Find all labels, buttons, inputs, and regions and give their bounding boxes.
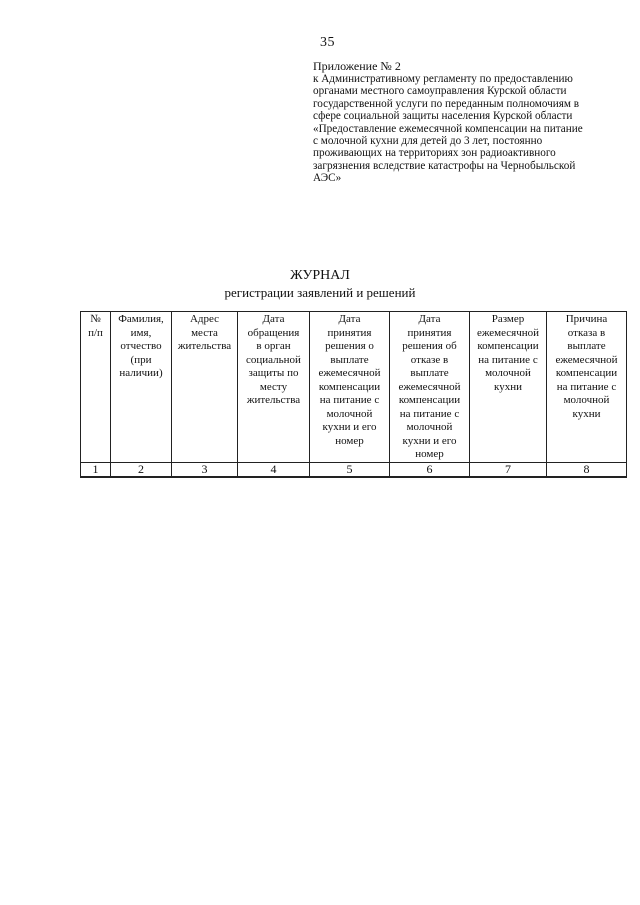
column-number-cell: 2: [111, 462, 172, 477]
column-header-payment-decision: Дата принятия решения о выплате ежемесячной компенсации на питание с молочной кухни и его номер: [310, 312, 390, 463]
column-number-cell: 8: [547, 462, 627, 477]
page-number: 35: [320, 35, 335, 50]
column-header-address: Адрес места жительства: [172, 312, 238, 463]
journal-title: ЖУРНАЛ: [290, 268, 350, 283]
appendix-title: Приложение № 2: [313, 59, 401, 73]
column-header-number: № п/п: [81, 312, 111, 463]
table-row-column-numbers: [81, 462, 627, 477]
column-number-cell: 4: [238, 462, 310, 477]
appendix-block: [313, 60, 583, 185]
column-number-cell: 3: [172, 462, 238, 477]
column-header-application-date: Дата обращения в орган социальной защиты по месту жительства: [238, 312, 310, 463]
journal-subtitle: регистрации заявлений и решений: [224, 285, 416, 300]
column-header-full-name: Фамилия, имя, отчество (при наличии): [111, 312, 172, 463]
table-header-row: [81, 312, 627, 463]
appendix-text: к Административному регламенту по предоставлению органами местного самоуправления Курской области государственной услуги по переданным полномочиям в сфере социальной защиты населения Курской области «Предоставление ежемесячной компенсации на питание с молочной кухни для детей до 3 лет, постоянно проживающих на территориях зон радиоактивного загрязнения вследствие катастрофы на Чернобыльской АЭС»: [313, 73, 583, 185]
column-number-cell: 6: [390, 462, 470, 477]
column-header-refusal-decision: Дата принятия решения об отказе в выплате ежемесячной компенсации на питание с молочной кухни и его номер: [390, 312, 470, 463]
column-number-cell: 7: [470, 462, 547, 477]
column-header-refusal-reason: Причина отказа в выплате ежемесячной компенсации на питание с молочной кухни: [547, 312, 627, 463]
column-header-compensation-amount: Размер ежемесячной компенсации на питание с молочной кухни: [470, 312, 547, 463]
column-number-cell: 5: [310, 462, 390, 477]
column-number-cell: 1: [81, 462, 111, 477]
journal-table: [80, 311, 627, 478]
